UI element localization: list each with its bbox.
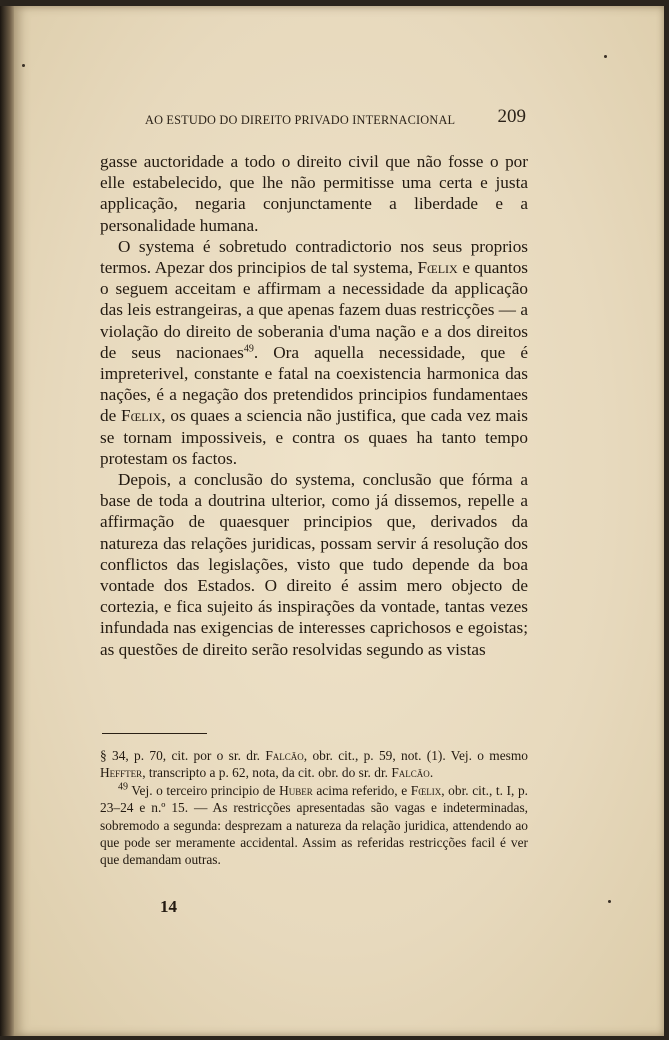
text-run: , transcripto a p. 62, nota, da cit. obr. do sr. dr. — [142, 765, 392, 781]
text-run: , os quaes a sciencia não justifica, que cada vez mais se tornam impossiveis, e contra os quaes ha tanto tempo protestam os factos. — [100, 406, 528, 468]
paper-speck — [22, 64, 25, 67]
text-run: acima referido, e — [312, 782, 411, 798]
author-name: Fœlix — [121, 406, 162, 426]
running-title: AO ESTUDO DO DIREITO PRIVADO INTERNACIONAL — [145, 113, 456, 127]
signature-mark: 14 — [160, 897, 177, 916]
paragraph-1: gasse auctoridade a todo o direito civil que não fosse o por elle estabelecido, que lhe não permitisse uma certa e justa applicação, negaria conjunctamente a liberdade e a personalidade humana. — [100, 152, 528, 235]
footnote-49 — [100, 782, 528, 869]
footnote-1 — [100, 747, 528, 782]
text-run: . — [429, 765, 434, 781]
text-run: O systema é sobretudo contradictorio nos seus proprios termos. Apezar dos principios de tal systema, — [100, 236, 528, 278]
text-run: , obr. cit., p. 59, not. (1). Vej. o mesmo — [303, 748, 528, 763]
paragraph-3: Depois, a conclusão do systema, conclusão que fórma a base de toda a doutrina ulterior, como já dissemos, repelle a affirmação de quaesquer principios que, derivados da natureza das relações juridicas, possam servir á resolução dos conflictos das legislações, visto que tudo depende da boa vontade dos Estados. O direito é assim mero objecto de cortezia, e fica sujeito ás inspirações da vontade, tantas vezes infundada nas exigencias de interesses caprichosos e egoistas; as questões de direito serão resolvidas segundo as vistas — [100, 470, 528, 659]
paragraph-2 — [100, 236, 528, 469]
text-run: Vej. o terceiro principio de — [128, 782, 280, 798]
author-name: Falcão — [391, 765, 430, 781]
footnotes — [100, 747, 528, 869]
main-text — [100, 151, 528, 660]
author-name: Fœlix — [410, 782, 442, 798]
author-name: Heffter — [100, 765, 143, 781]
text-run: . Ora aquella necessidade, que é impreterivel, constante e fatal na coexistencia harmonica das nações, é a negação dos pretendidos principios fundamentaes de — [100, 342, 528, 426]
footnote-rule — [102, 733, 207, 734]
text-run: e quantos o seguem acceitam e affirmam a necessidade da applicação das leis estrangeiras, a que apenas fazem duas restricções — a violação do direito de soberania d'uma nação e a dos direitos de seus nacionaes — [100, 258, 528, 362]
footnote-number: 49 — [118, 781, 128, 793]
text-run: , obr. cit., t. I, p. 23–24 e n.º 15. — As restricções apresentadas são vagas e indeterminadas, sobremodo a segunda: desprezam a natureza da relação juridica, attendendo ao que pode ser meramente accidental. Assim as referidas restricções facil é ver que demandam outras. — [100, 782, 528, 868]
author-name: Fœlix — [417, 258, 458, 278]
author-name: Huber — [279, 782, 313, 798]
running-head — [145, 106, 530, 132]
text-run: § 34, p. 70, cit. por o sr. dr. — [100, 748, 266, 763]
paper-speck — [608, 900, 611, 903]
author-name: Falcão — [265, 748, 304, 763]
paper-speck — [604, 55, 607, 58]
page-number: 209 — [497, 106, 526, 127]
footnote-ref: 49 — [243, 343, 254, 355]
